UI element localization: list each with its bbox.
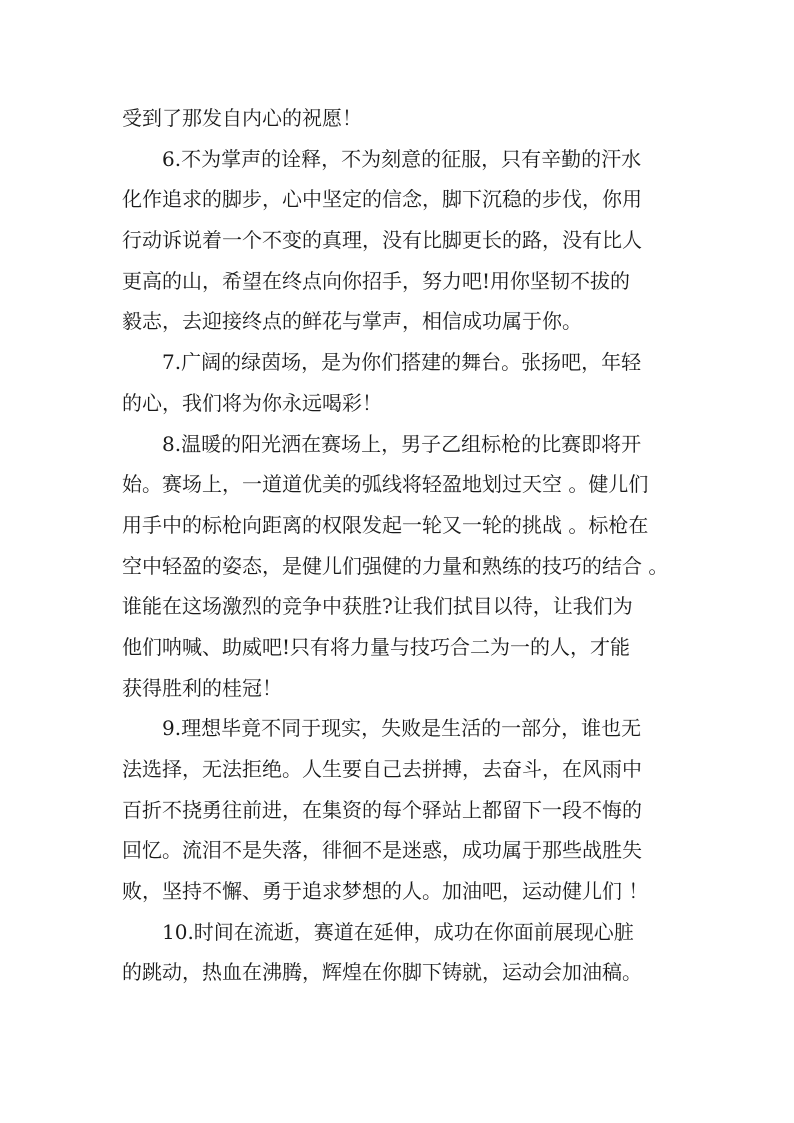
text-line: 空中轻盈的姿态，是健儿们强健的力量和熟练的技巧的结合 。 (122, 553, 669, 578)
text-line: 8.温暖的阳光洒在赛场上，男子乙组标枪的比赛即将开 (162, 431, 642, 456)
text-line: 获得胜利的桂冠！ (122, 675, 282, 700)
text-line: 的跳动，热血在沸腾，辉煌在你脚下铸就，运动会加油稿。 (122, 960, 642, 985)
text-line: 更高的山，希望在终点向你招手，努力吧!用你坚韧不拔的 (122, 268, 631, 293)
text-line: 化作追求的脚步，心中坚定的信念，脚下沉稳的步伐，你用 (122, 187, 642, 212)
text-line: 10.时间在流逝，赛道在延伸，成功在你面前展现心脏 (162, 919, 634, 944)
text-line: 始。赛场上，一道道优美的弧线将轻盈地划过天空 。健儿们 (122, 472, 649, 497)
text-line: 毅志，去迎接终点的鲜花与掌声，相信成功属于你。 (122, 309, 582, 334)
text-line: 7.广阔的绿茵场，是为你们搭建的舞台。张扬吧，年轻 (162, 350, 642, 375)
text-line: 谁能在这场激烈的竞争中获胜?让我们拭目以待，让我们为 (122, 594, 633, 619)
text-line: 9.理想毕竟不同于现实，失败是生活的一部分，谁也无 (162, 716, 642, 741)
text-line: 法选择，无法拒绝。人生要自己去拼搏，去奋斗，在风雨中 (122, 757, 642, 781)
text-line: 败，坚持不懈、勇于追求梦想的人。加油吧，运动健儿们 ！ (122, 879, 649, 904)
text-line: 的心，我们将为你永远喝彩！ (122, 390, 382, 415)
text-line: 6.不为掌声的诠释，不为刻意的征服，只有辛勤的汗水 (162, 146, 642, 171)
text-line: 受到了那发自内心的祝愿！ (122, 106, 362, 130)
text-line: 他们呐喊、助威吧!只有将力量与技巧合二为一的人，才能 (122, 634, 631, 659)
text-line: 行动诉说着一个不变的真理，没有比脚更长的路，没有比人 (122, 228, 642, 253)
text-line: 百折不挠勇往前进，在集资的每个驿站上都留下一段不悔的 (122, 797, 642, 822)
text-line: 回忆。流泪不是失落，徘徊不是迷惑，成功属于那些战胜失 (122, 838, 642, 863)
text-line: 用手中的标枪向距离的权限发起一轮又一轮的挑战 。标枪在 (122, 512, 649, 537)
document-body (122, 98, 682, 993)
